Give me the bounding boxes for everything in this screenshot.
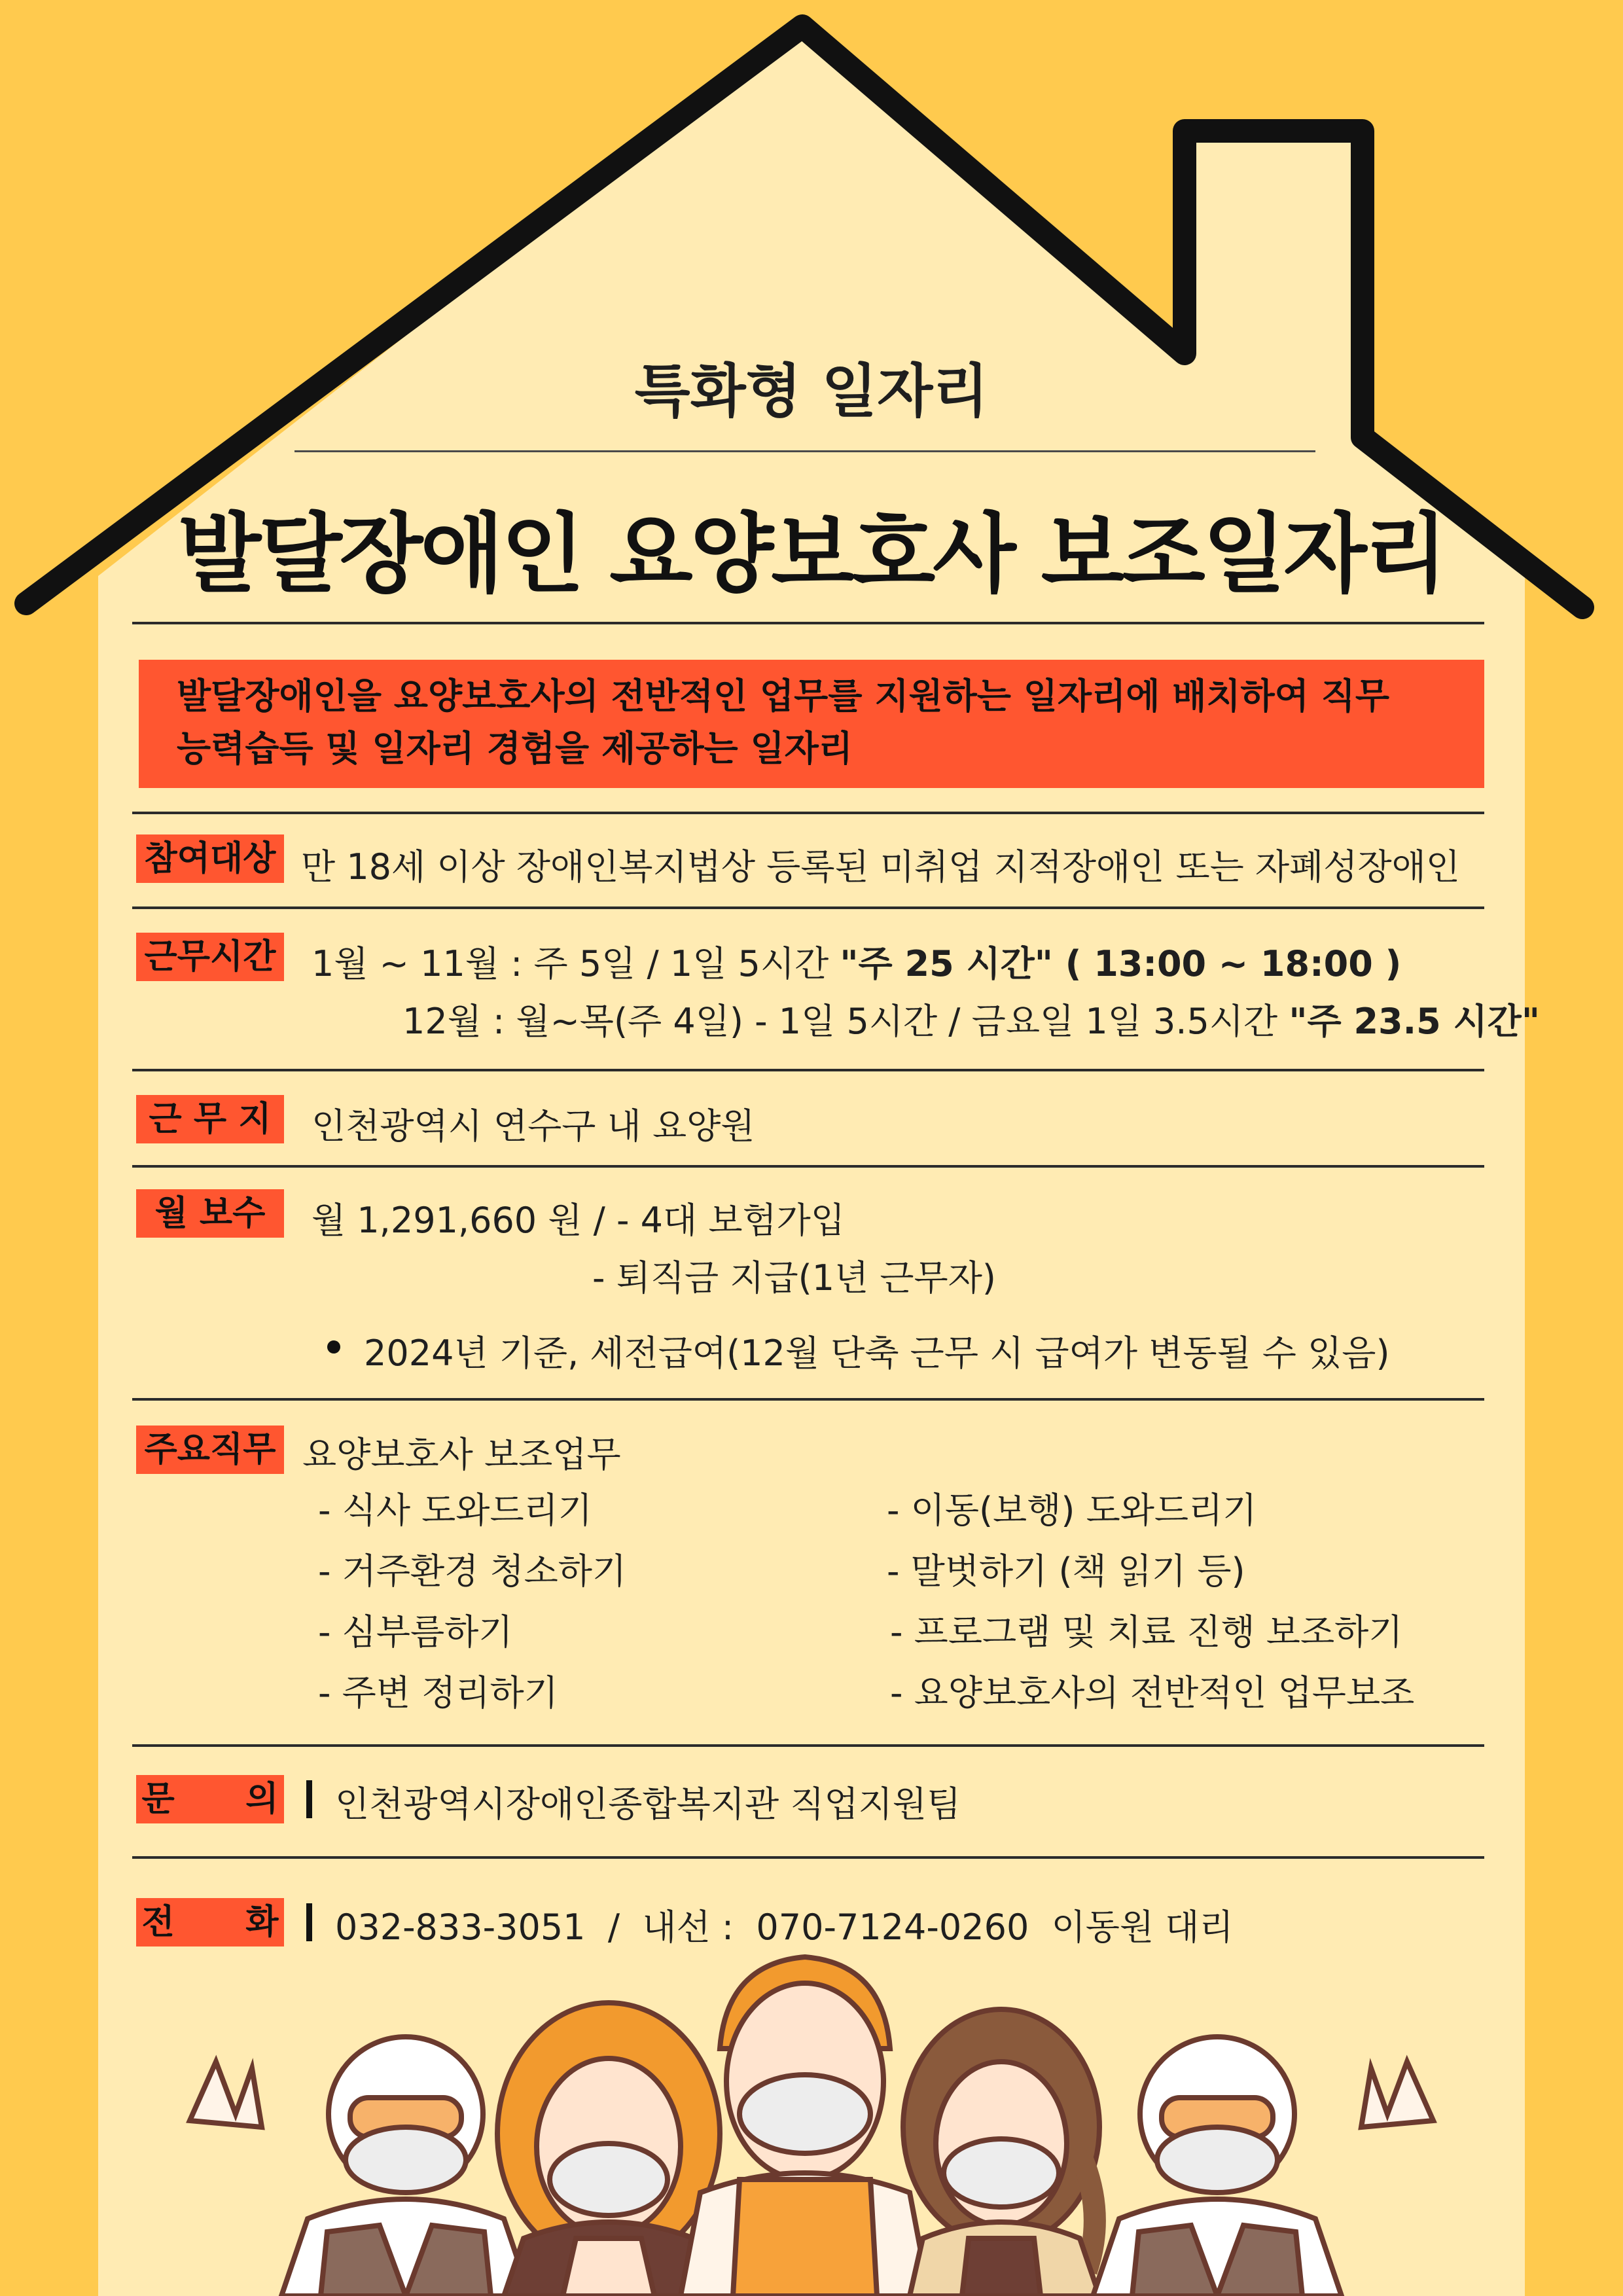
inquiry-label: 문 의 — [136, 1775, 284, 1823]
page-title: 발달장애인 요양보호사 보조일자리 — [177, 504, 1446, 605]
title-divider — [294, 450, 1315, 452]
duty-right-1: - 이동(보행) 도와드리기 — [887, 1490, 1257, 1531]
inquiry-text: 인천광역시장애인종합복지관 직업지원팀 — [335, 1784, 961, 1825]
pay-note: 2024년 기준, 세전급여(12월 단축 근무 시 급여가 변동될 수 있음) — [364, 1333, 1390, 1374]
hours-line-2a: 12월 : 월~목(주 4일) - 1일 5시간 / 금요일 1일 3.5시간 — [402, 1001, 1289, 1042]
separator-bar — [306, 1780, 312, 1818]
hours-line-2b: "주 23.5 시간" — [1289, 1001, 1540, 1042]
duties-label: 주요직무 — [136, 1426, 284, 1474]
divider — [132, 622, 1484, 624]
location-text: 인천광역시 연수구 내 요양원 — [312, 1105, 755, 1147]
divider — [132, 812, 1484, 814]
duty-right-2: - 말벗하기 (책 읽기 등) — [887, 1551, 1245, 1592]
worker-braid — [903, 2009, 1099, 2296]
eligibility-text: 만 18세 이상 장애인복지법상 등록된 미취업 지적장애인 또는 자폐성장애인 — [301, 846, 1460, 888]
separator-bar — [306, 1903, 312, 1941]
duties-heading: 요양보호사 보조업무 — [302, 1434, 621, 1475]
intro-text — [177, 670, 1459, 775]
intro-line-2: 능력습득 및 일자리 경험을 제공하는 일자리 — [177, 728, 853, 769]
divider — [132, 1165, 1484, 1168]
divider — [132, 1856, 1484, 1859]
hours-line-1a: 1월 ~ 11월 : 주 5일 / 1일 5시간 — [312, 943, 840, 984]
divider — [132, 1744, 1484, 1747]
eligibility-label: 참여대상 — [136, 834, 284, 883]
intro-line-1: 발달장애인을 요양보호사의 전반적인 업무를 지원하는 일자리에 배치하여 직무 — [177, 675, 1390, 717]
duty-left-3: - 심부름하기 — [318, 1611, 513, 1653]
phone-label: 전 화 — [136, 1898, 284, 1946]
hours-label: 근무시간 — [136, 933, 284, 981]
subtitle: 특화형 일자리 — [634, 357, 989, 425]
pay-label: 월 보수 — [136, 1189, 284, 1238]
duty-right-3: - 프로그램 및 치료 진행 보조하기 — [890, 1611, 1403, 1653]
pay-line-1: 월 1,291,660 원 / - 4대 보험가입 — [312, 1200, 845, 1241]
duty-left-1: - 식사 도와드리기 — [318, 1490, 592, 1531]
pay-line-2: - 퇴직금 지급(1년 근무자) — [592, 1257, 996, 1299]
location-label: 근 무 지 — [136, 1095, 284, 1143]
divider — [132, 1069, 1484, 1071]
hours-line-1 — [312, 936, 1401, 986]
phone-text: 032-833-3051 / 내선 : 070-7124-0260 이동원 대리 — [335, 1907, 1234, 1948]
hours-line-1b: "주 25 시간" — [840, 943, 1053, 984]
duty-right-4: - 요양보호사의 전반적인 업무보조 — [890, 1672, 1415, 1713]
bullet-dot — [327, 1340, 340, 1354]
divider — [132, 1398, 1484, 1401]
divider — [132, 906, 1484, 909]
hours-line-1c: ( 13:00 ~ 18:00 ) — [1052, 943, 1402, 984]
duty-left-2: - 거주환경 청소하기 — [318, 1551, 627, 1592]
hours-line-2 — [402, 994, 1540, 1044]
duty-left-4: - 주변 정리하기 — [318, 1672, 558, 1713]
